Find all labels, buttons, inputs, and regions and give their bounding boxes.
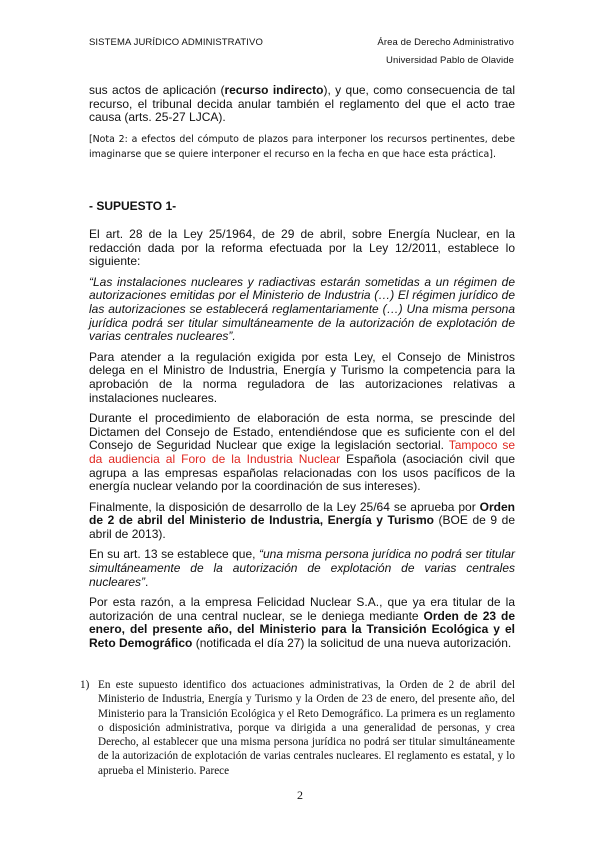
- note-2: [Nota 2: a efectos del cómputo de plazos para interponer los recursos pertinentes, debe imaginarse que se quiere interponer el recurso en la fecha en que hace esta práctica].: [89, 134, 515, 160]
- paragraph-3: Durante el procedimiento de elaboración de esta norma, se prescinde del Dictamen del Consejo de Estado, entendiéndose que es suficiente con el del Consejo de Seguridad Nuclear que exige la legislación sectorial. Tampoco se da audiencia al Foro de la Industria Nuclear Española (asociación civil que agrupa a las empresas españolas relacionadas con los usos pacíficos de la energía nuclear velando por la coordinación de sus intereses).: [89, 411, 516, 494]
- quote-paragraph: “Las instalaciones nucleares y radiactivas estarán sometidas a un régimen de autorizaciones emitidas por el Ministerio de Industria (…) El régimen jurídico de las autorizaciones se establecerá reglamentariamente (…) Una misma persona jurídica podrá ser titular simultáneamente de la autorización de explotación de varias centrales nucleares”.: [89, 274, 515, 344]
- header-university: Universidad Pablo de Olavide: [386, 55, 514, 66]
- answer-text: En este supuesto identifico dos actuaciones administrativas, la Orden de 2 de abril del Ministerio de Industria, Energía y Turismo y la Orden de 23 de enero, del presente año, del Ministerio para la Transición Ecológica y el Reto Demográfico. La primera es un reglamento o disposición administrativa, porque va dirigida a una generalidad de personas, y crea Derecho, al establecer que una misma persona jurídica no podrá ser titular simultáneamente de la autorización de explotación de varias centrales nucleares. El reglamento es estatal, y lo aprueba el Ministerio. Parece: [98, 679, 515, 777]
- intro-bold-term: recurso indirecto: [224, 83, 324, 97]
- answer-number: 1): [80, 679, 90, 691]
- case-body: [89, 228, 515, 658]
- section-heading: - SUPUESTO 1-: [89, 199, 177, 213]
- intro-paragraph: sus actos de aplicación (recurso indirecto), y que, como consecuencia de tal recurso, el tribunal decida anular también el reglamento del que el acto trae causa (arts. 25-27 LJCA).: [89, 83, 516, 125]
- paragraph-1: El art. 28 de la Ley 25/1964, de 29 de abril, sobre Energía Nuclear, en la redacción dada por la reforma efectuada por la Ley 12/2011, establece lo siguiente:: [89, 227, 515, 269]
- paragraph-2: Para atender a la regulación exigida por esta Ley, el Consejo de Ministros delega en el Ministro de Industria, Energía y Turismo la competencia para la aprobación de la norma reguladora de las autorizaciones relativas a instalaciones nucleares.: [89, 349, 515, 405]
- paragraph-4: Finalmente, la disposición de desarrollo de la Ley 25/64 se aprueba por Orden de 2 de abril del Ministerio de Industria, Energía y Turismo (BOE de 9 de abril de 2013).: [89, 499, 515, 541]
- answer-item-1: [80, 678, 515, 778]
- page-number: 2: [297, 788, 303, 802]
- header-left-title: SISTEMA JURÍDICO ADMINISTRATIVO: [89, 37, 263, 48]
- paragraph-5: En su art. 13 se establece que, “una misma persona jurídica no podrá ser titular simultáneamente de la autorización de explotación de varias centrales nucleares”.: [89, 547, 515, 589]
- red-highlight: Tampoco se da audiencia al Foro de la Industria Nuclear: [89, 438, 515, 466]
- header-area: Área de Derecho Administrativo: [377, 37, 514, 48]
- paragraph-6: Por esta razón, a la empresa Felicidad Nuclear S.A., que ya era titular de la autorización de una central nuclear, se le deniega mediante Orden de 23 de enero, del presente año, del Ministerio para la Transición Ecológica y el Reto Demográfico (notificada el día 27) la solicitud de una nueva autorización.: [89, 595, 515, 651]
